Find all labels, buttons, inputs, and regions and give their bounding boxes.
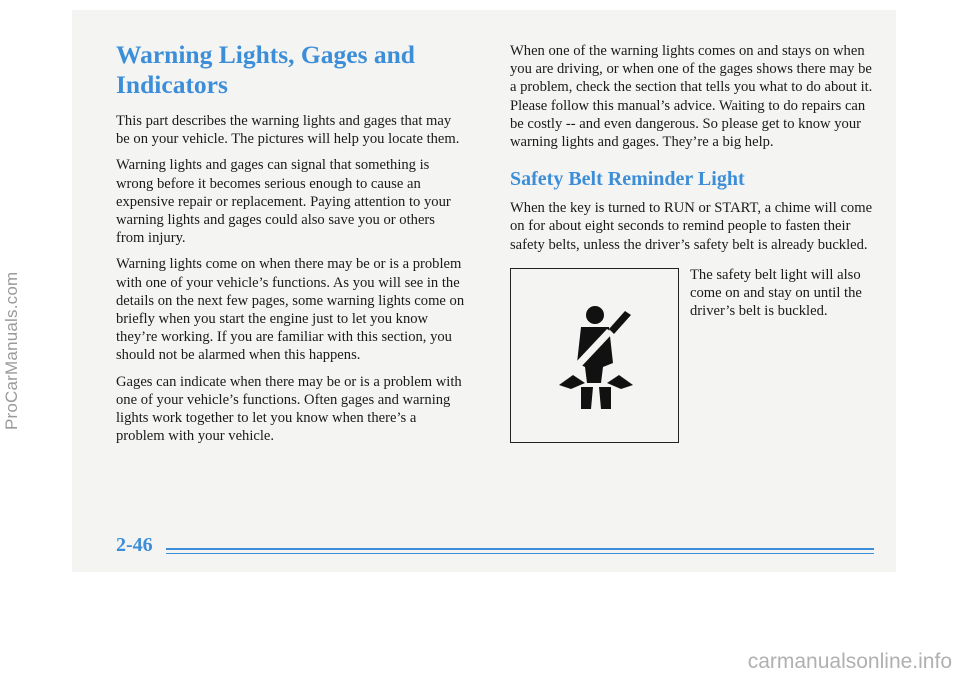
footer-rule-thin: [166, 553, 874, 554]
page-footer: [116, 534, 876, 564]
figure-caption-text: The safety belt light will also come on and stay on until the driver’s belt is buckled.: [690, 266, 862, 320]
paragraph-1: This part describes the warning lights and gages that may be on your vehicle. The pictures will help you locate them.: [116, 113, 460, 148]
paragraph-2: Warning lights and gages can signal that something is wrong before it becomes serious enough to cause an expensive repair or replacement. Paying attention to your warning lights and gages could also save you or others from injury.: [116, 157, 451, 247]
side-watermark: ProCarManuals.com: [2, 271, 21, 430]
page-number: 2-46: [116, 534, 153, 556]
left-column: [116, 40, 466, 453]
figure-row: [510, 268, 875, 448]
figure-caption: [690, 266, 870, 321]
footer-rule: [166, 548, 874, 550]
bottom-watermark: carmanualsonline.info: [747, 650, 952, 673]
paragraph-4: Gages can indicate when there may be or is a problem with one of your vehicle’s functions. Often gages and warning lights work together to let you know when there’s a problem with your vehicle.: [116, 373, 462, 445]
section-title: Safety Belt Reminder Light: [510, 168, 745, 191]
seatbelt-icon: [551, 305, 641, 409]
intro-paragraph: When one of the warning lights comes on and stays on when you are driving, or when one of the gages shows there may be a problem, check the section that tells you what to do about it. Please follow this manual’s advice. Waiting to do repairs can be costly -- and even dangerous. So please get to know your warning lights and gages. They’re a big help.: [510, 43, 873, 151]
page-title: Warning Lights, Gages and Indicators: [116, 40, 415, 99]
section-paragraph: When the key is turned to RUN or START, a chime will come on for about eight seconds to remind people to fasten their safety belts, unless the driver’s safety belt is already buckled.: [510, 200, 873, 253]
seatbelt-figure: [510, 268, 679, 443]
paragraph-3: Warning lights come on when there may be or is a problem with one of your vehicle’s functions. As you will see in the details on the next few pages, some warning lights come on briefly when you start the engine just to let you know they’re working. If you are familiar with this section, you should not be alarmed when this happens.: [116, 256, 465, 364]
right-column: [510, 42, 875, 448]
